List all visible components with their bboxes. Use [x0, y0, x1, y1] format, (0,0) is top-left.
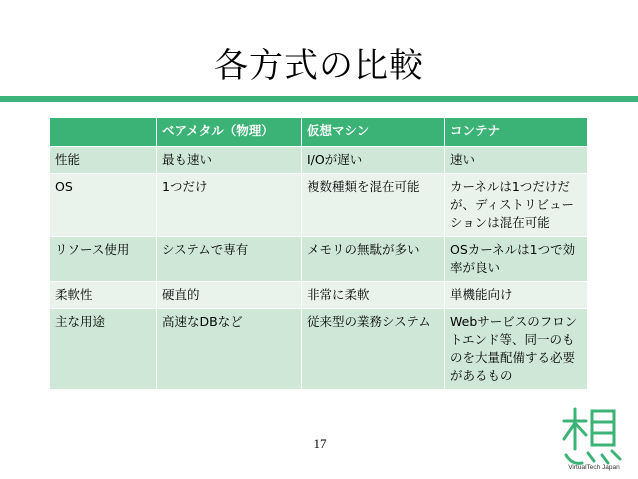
table-cell: 高速なDBなど [157, 309, 302, 390]
table-cell: システムで専有 [157, 237, 302, 282]
table-cell: 速い [445, 147, 588, 174]
table-cell: 硬直的 [157, 282, 302, 309]
header-cell-container: コンテナ [445, 118, 588, 147]
page-number: 17 [313, 436, 327, 451]
table-row [50, 237, 588, 282]
comparison-table [49, 117, 588, 390]
table-cell: I/Oが遅い [302, 147, 445, 174]
header-cell-baremetal: ベアメタル（物理） [157, 118, 302, 147]
table-cell: 最も速い [157, 147, 302, 174]
title-divider [0, 96, 638, 102]
company-logo [558, 403, 628, 473]
table-cell: OSカーネルは1つで効率が良い [445, 237, 588, 282]
table-row [50, 282, 588, 309]
header-cell-empty [50, 118, 157, 147]
table-row [50, 147, 588, 174]
logo-text: VirtualTech Japan [568, 464, 620, 471]
table-cell: メモリの無駄が多い [302, 237, 445, 282]
row-label: OS [50, 174, 157, 237]
table-cell: 非常に柔軟 [302, 282, 445, 309]
table-cell: 従来型の業務システム [302, 309, 445, 390]
row-label: 主な用途 [50, 309, 157, 390]
table-cell: カーネルは1つだけだが、ディストリビューションは混在可能 [445, 174, 588, 237]
table-cell: 単機能向け [445, 282, 588, 309]
row-label: 性能 [50, 147, 157, 174]
table-row [50, 174, 588, 237]
row-label: 柔軟性 [50, 282, 157, 309]
slide-title: 各方式の比較 [214, 46, 424, 86]
table-cell: 1つだけ [157, 174, 302, 237]
row-label: リソース使用 [50, 237, 157, 282]
table-row [50, 309, 588, 390]
table-cell: 複数種類を混在可能 [302, 174, 445, 237]
table-header-row [50, 118, 588, 147]
header-cell-vm: 仮想マシン [302, 118, 445, 147]
table-cell: Webサービスのフロントエンド等、同一のものを大量配備する必要があるもの [445, 309, 588, 390]
